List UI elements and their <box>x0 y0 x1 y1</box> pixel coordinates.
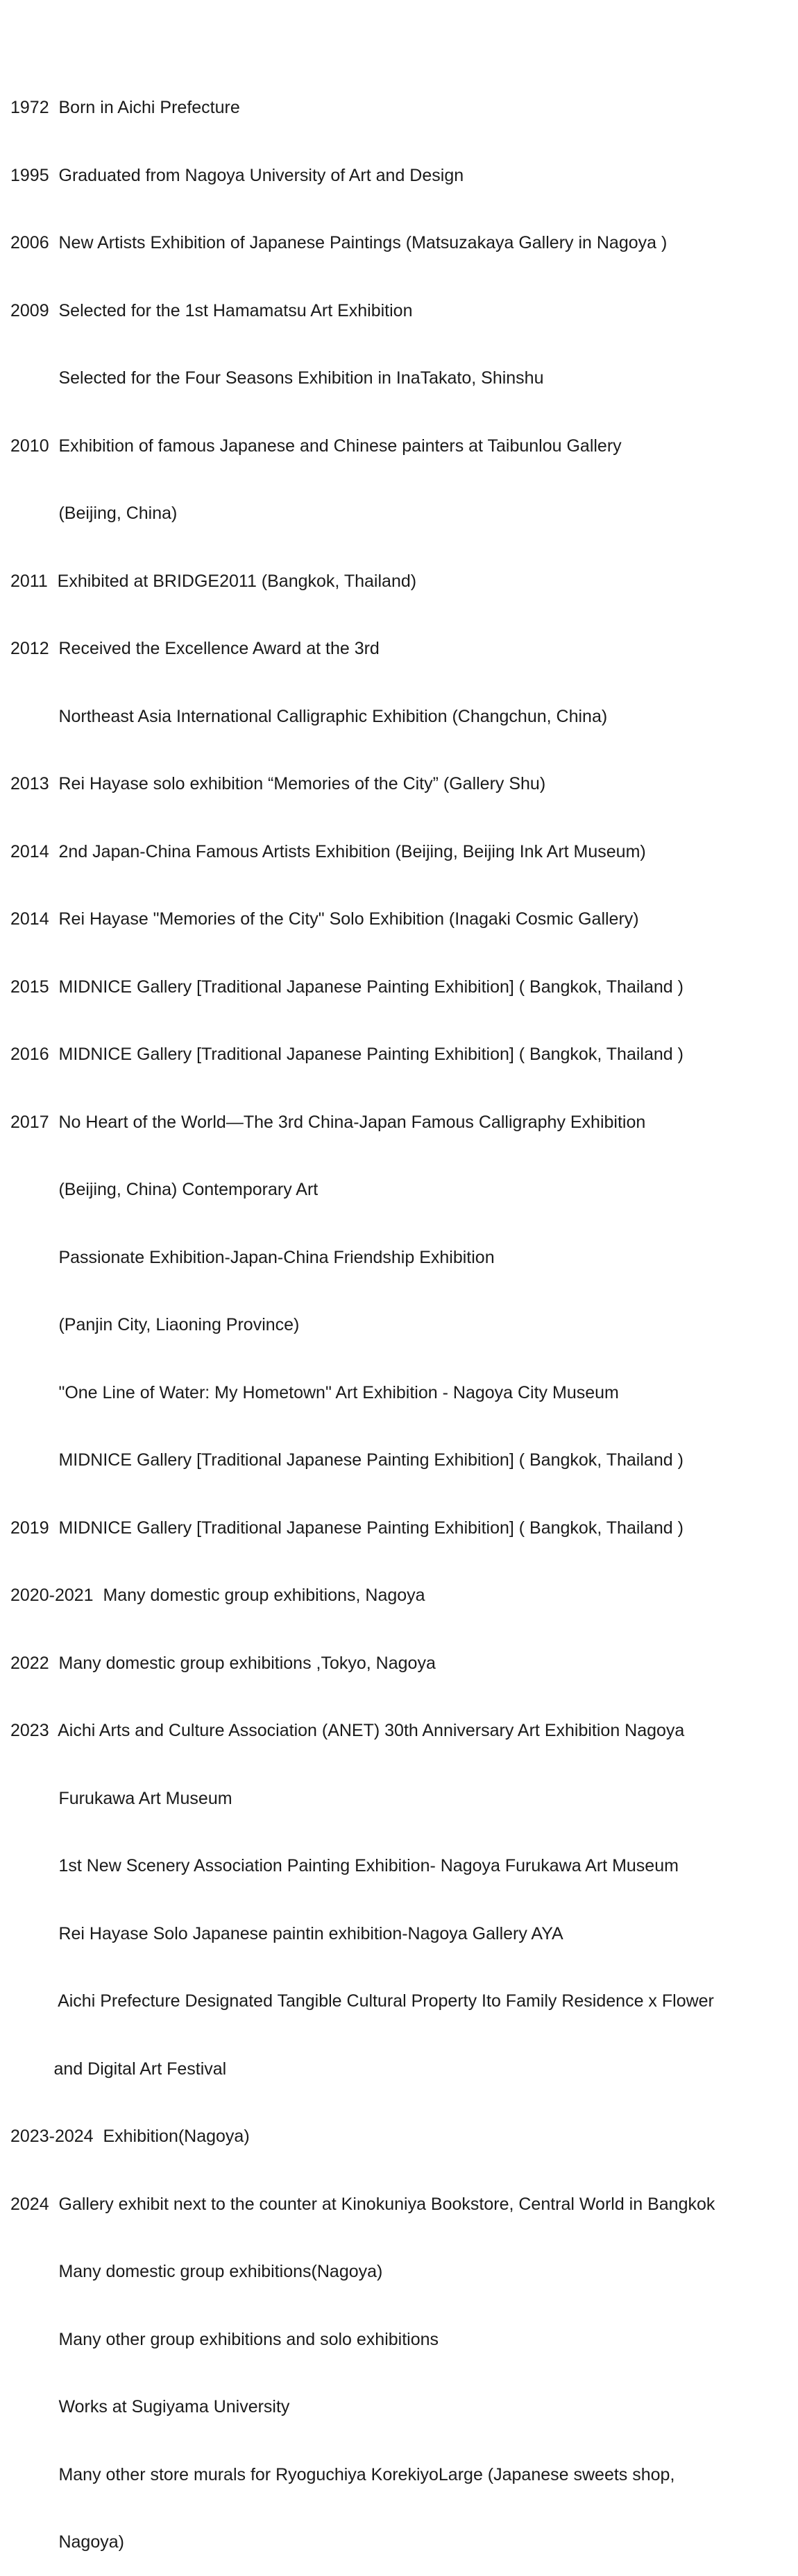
bio-line: Nagoya) <box>10 2532 124 2552</box>
bio-line: Many other group exhibitions and solo exhibitions <box>10 2329 439 2349</box>
bio-line: Northeast Asia International Calligraphic Exhibition (Changchun, China) <box>10 706 608 726</box>
bio-line: Works at Sugiyama University <box>10 2397 290 2416</box>
bio-line: 2006 New Artists Exhibition of Japanese Paintings (Matsuzakaya Gallery in Nagoya ) <box>10 233 668 252</box>
bio-line: 2015 MIDNICE Gallery [Traditional Japanese Painting Exhibition] ( Bangkok, Thailand ) <box>10 977 684 997</box>
bio-line: 2022 Many domestic group exhibitions ,Tokyo, Nagoya <box>10 1653 436 1673</box>
bio-line: 2013 Rei Hayase solo exhibition “Memories of the City” (Gallery Shu) <box>10 774 546 793</box>
bio-line: 1972 Born in Aichi Prefecture <box>10 98 240 117</box>
bio-line: 1st New Scenery Association Painting Exhibition- Nagoya Furukawa Art Museum <box>10 1856 679 1875</box>
bio-line: Passionate Exhibition-Japan-China Friendship Exhibition <box>10 1247 495 1267</box>
bio-line: 2019 MIDNICE Gallery [Traditional Japanese Painting Exhibition] ( Bangkok, Thailand ) <box>10 1518 684 1538</box>
bio-line: (Panjin City, Liaoning Province) <box>10 1315 300 1334</box>
bio-line: and Digital Art Festival <box>10 2059 227 2079</box>
bio-line: (Beijing, China) Contemporary Art <box>10 1180 319 1199</box>
bio-line: 2023-2024 Exhibition(Nagoya) <box>10 2127 250 2146</box>
bio-line: 2010 Exhibition of famous Japanese and Chinese painters at Taibunlou Gallery <box>10 436 622 456</box>
bio-line: Rei Hayase Solo Japanese paintin exhibition-Nagoya Gallery AYA <box>10 1923 563 1943</box>
biography-text <box>10 51 791 2576</box>
bio-line: 2014 Rei Hayase "Memories of the City" Solo Exhibition (Inagaki Cosmic Gallery) <box>10 909 639 929</box>
bio-line: 2016 MIDNICE Gallery [Traditional Japanese Painting Exhibition] ( Bangkok, Thailand ) <box>10 1045 684 1064</box>
bio-line: 2017 No Heart of the World—The 3rd China-Japan Famous Calligraphy Exhibition <box>10 1112 646 1132</box>
bio-line: 2024 Gallery exhibit next to the counter at Kinokuniya Bookstore, Central World in Bangkok <box>10 2194 715 2214</box>
bio-line: 2023 Aichi Arts and Culture Association (ANET) 30th Anniversary Art Exhibition Nagoya <box>10 1721 685 1740</box>
bio-line: "One Line of Water: My Hometown" Art Exhibition - Nagoya City Museum <box>10 1382 619 1402</box>
bio-line: MIDNICE Gallery [Traditional Japanese Painting Exhibition] ( Bangkok, Thailand ) <box>10 1450 684 1470</box>
bio-line: 2011 Exhibited at BRIDGE2011 (Bangkok, Thailand) <box>10 571 417 591</box>
bio-line: 1995 Graduated from Nagoya University of Art and Design <box>10 165 464 185</box>
bio-line: 2009 Selected for the 1st Hamamatsu Art Exhibition <box>10 300 413 320</box>
bio-line: Many domestic group exhibitions(Nagoya) <box>10 2262 383 2281</box>
bio-line: Many other store murals for Ryoguchiya KorekiyoLarge (Japanese sweets shop, <box>10 2464 675 2484</box>
bio-line: Aichi Prefecture Designated Tangible Cultural Property Ito Family Residence x Flower <box>10 1991 714 2011</box>
bio-line: Selected for the Four Seasons Exhibition in InaTakato, Shinshu <box>10 368 544 388</box>
bio-line: Furukawa Art Museum <box>10 1788 232 1808</box>
bio-line: (Beijing, China) <box>10 504 178 523</box>
bio-line: 2020-2021 Many domestic group exhibitions, Nagoya <box>10 1586 425 1605</box>
bio-line: 2014 2nd Japan-China Famous Artists Exhibition (Beijing, Beijing Ink Art Museum) <box>10 841 646 861</box>
bio-line: 2012 Received the Excellence Award at the 3rd <box>10 639 380 658</box>
